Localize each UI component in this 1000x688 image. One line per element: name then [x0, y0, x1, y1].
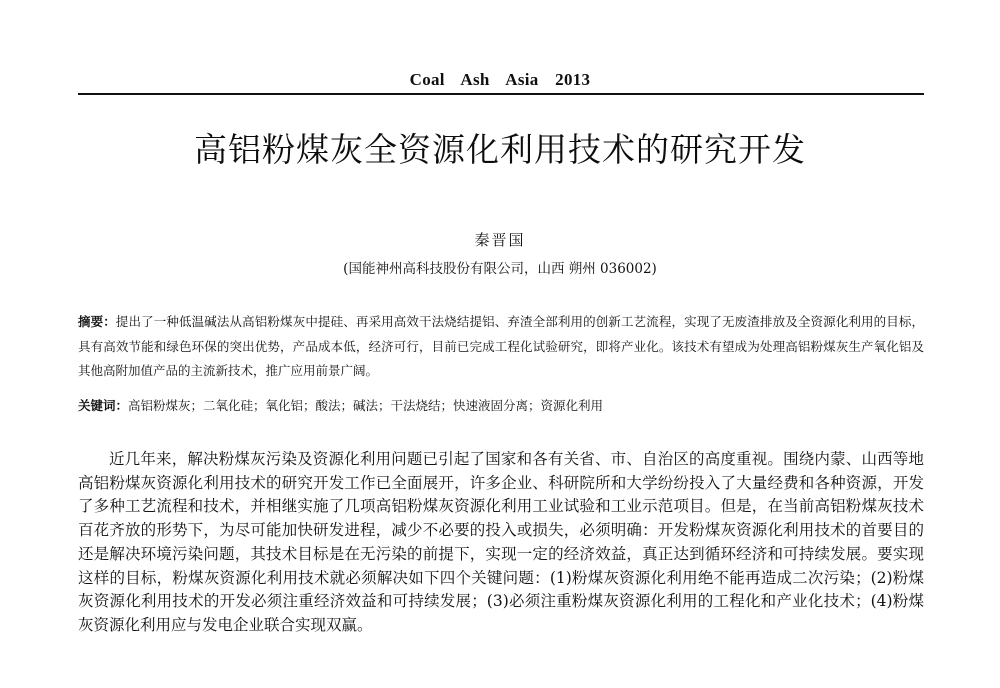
abstract-text: 提出了一种低温碱法从高铝粉煤灰中提硅、再采用高效干法烧结提铝、弃渣全部利用的创新工艺流程，实现了无废渣排放及全资源化利用的目标，具有高效节能和绿色环保的突出优势，产品成本低，经济可行，目前已完成工程化试验研究，即将产业化。该技术有望成为处理高铝粉煤灰生产氧化铝及其他高附加值产品的主流新技术，推广应用前景广阔。	[78, 314, 924, 378]
keywords-text: 高铝粉煤灰；二氧化硅；氧化铝；酸法；碱法；干法烧结；快速液固分离；资源化利用	[128, 398, 604, 413]
author-affiliation: (国能神州高科技股份有限公司，山西 朔州 036002)	[343, 261, 657, 277]
keywords	[78, 394, 924, 419]
header-rule	[78, 93, 924, 95]
keywords-label: 关键词：	[78, 398, 129, 413]
body-paragraph: 近几年来，解决粉煤灰污染及资源化利用问题已引起了国家和各有关省、市、自治区的高度重视。围绕内蒙、山西等地高铝粉煤灰资源化利用技术的研究开发工作已全面展开，许多企业、科研院所和大学纷纷投入了大量经费和各种资源，开发了多种工艺流程和技术，并相继实施了几项高铝粉煤灰资源化利用工业试验和工业示范项目。但是，在当前高铝粉煤灰技术百花齐放的形势下，为尽可能加快研发进程，减少不必要的投入或损失，必须明确：开发粉煤灰资源化利用技术的首要目的还是解决环境污染问题，其技术目标是在无污染的前提下，实现一定的经济效益，真正达到循环经济和可持续发展。要实现这样的目标，粉煤灰资源化利用技术就必须解决如下四个关键问题：(1)粉煤灰资源化利用绝不能再造成二次污染；(2)粉煤灰资源化利用技术的开发必须注重经济效益和可持续发展；(3)必须注重粉煤灰资源化利用的工程化和产业化技术；(4)粉煤灰资源化利用应与发电企业联合实现双赢。	[78, 450, 924, 634]
abstract-label: 摘要：	[78, 314, 116, 329]
journal-header: Coal Ash Asia 2013	[409, 70, 591, 89]
paper-title: 高铝粉煤灰全资源化利用技术的研究开发	[194, 130, 806, 169]
author-name: 秦晋国	[474, 231, 526, 249]
abstract	[78, 310, 924, 384]
